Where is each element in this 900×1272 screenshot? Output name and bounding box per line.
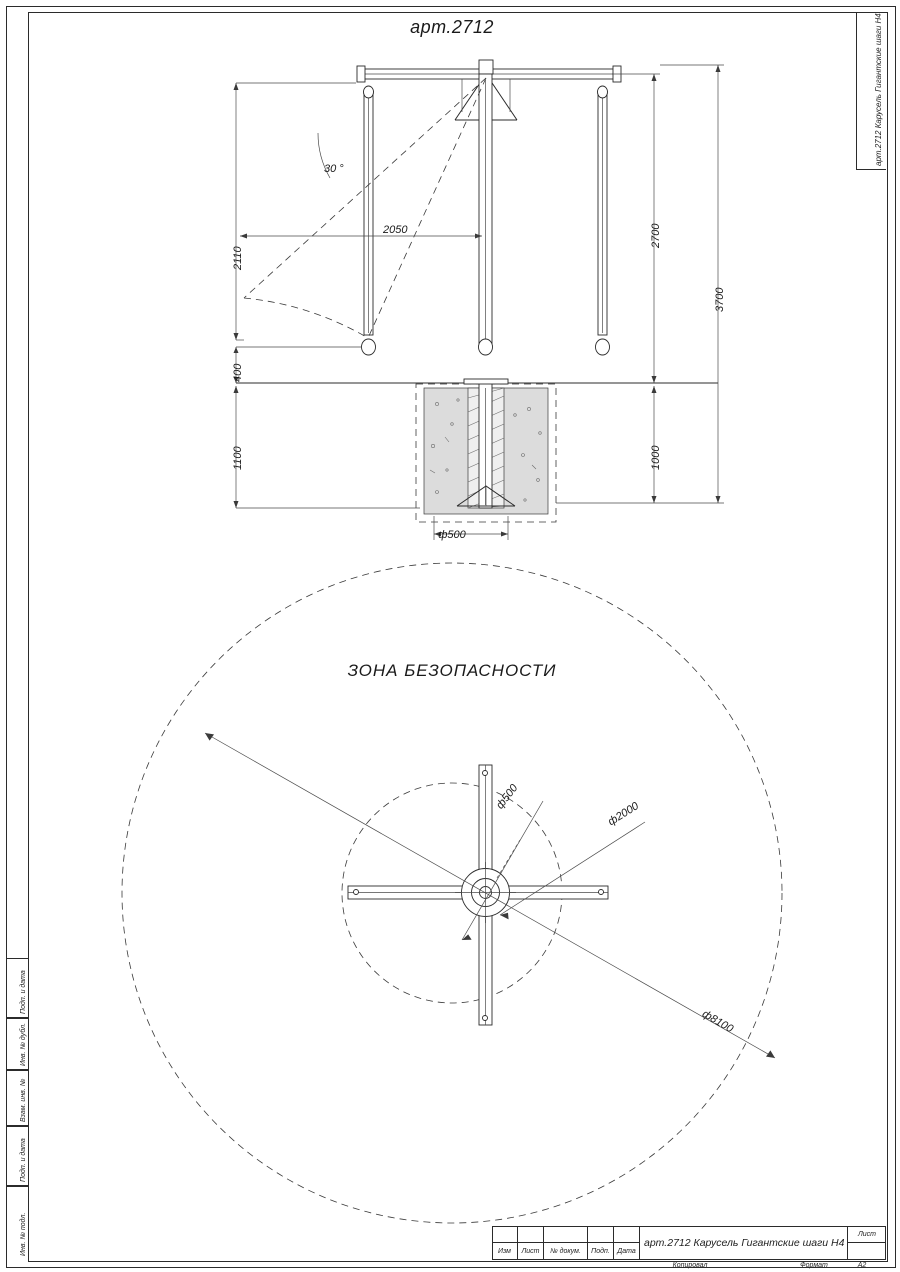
title-sheet-value <box>848 1243 886 1260</box>
dim-400: 400 <box>232 363 244 382</box>
vertical-header-text: арт.2712 Карусель Гигантские шаги Н4 <box>874 13 883 166</box>
title-copy-label: Копировал <box>672 1262 708 1269</box>
title-drawing-name: арт.2712 Карусель Гигантские шаги Н4 <box>640 1226 848 1260</box>
title-col-data: Дата <box>614 1243 640 1260</box>
left-label-vzam-inv: Взам. инв. № <box>20 1078 27 1122</box>
dim-plan-rotor-diameter: ф2000 <box>606 800 641 829</box>
left-label-podp-data-2: Подп. и дата <box>20 1138 27 1182</box>
title-format-value: А2 <box>857 1262 867 1269</box>
dim-1100: 1100 <box>232 446 244 470</box>
dim-2110: 2110 <box>232 246 244 270</box>
title-col-docnum: № докум. <box>544 1243 588 1260</box>
title-col-list: Лист <box>518 1243 544 1260</box>
dim-3700: 3700 <box>714 287 726 312</box>
left-label-inv-dubl: Инв. № дубл. <box>20 1022 27 1066</box>
dim-angle: 30 ° <box>324 163 344 175</box>
title-format-label: Формат <box>800 1262 828 1269</box>
dim-2700: 2700 <box>650 223 662 248</box>
dim-1000: 1000 <box>650 445 662 470</box>
dim-plan-safety-diameter: ф8100 <box>700 1008 736 1036</box>
dim-plan-post-diameter: ф500 <box>494 782 521 812</box>
left-label-inv-podl: Инв. № подл. <box>20 1212 27 1256</box>
safety-zone-label: ЗОНА БЕЗОПАСНОСТИ <box>347 661 557 680</box>
dim-2050: 2050 <box>383 224 408 236</box>
title-col-podp: Подп. <box>588 1243 614 1260</box>
left-label-podp-data-1: Подп. и дата <box>20 970 27 1014</box>
title-col-izm: Изм <box>492 1243 518 1260</box>
dim-pile-diameter: ф500 <box>438 529 466 541</box>
page-title: арт.2712 <box>410 17 494 37</box>
title-sheet-label: Лист <box>848 1226 886 1243</box>
